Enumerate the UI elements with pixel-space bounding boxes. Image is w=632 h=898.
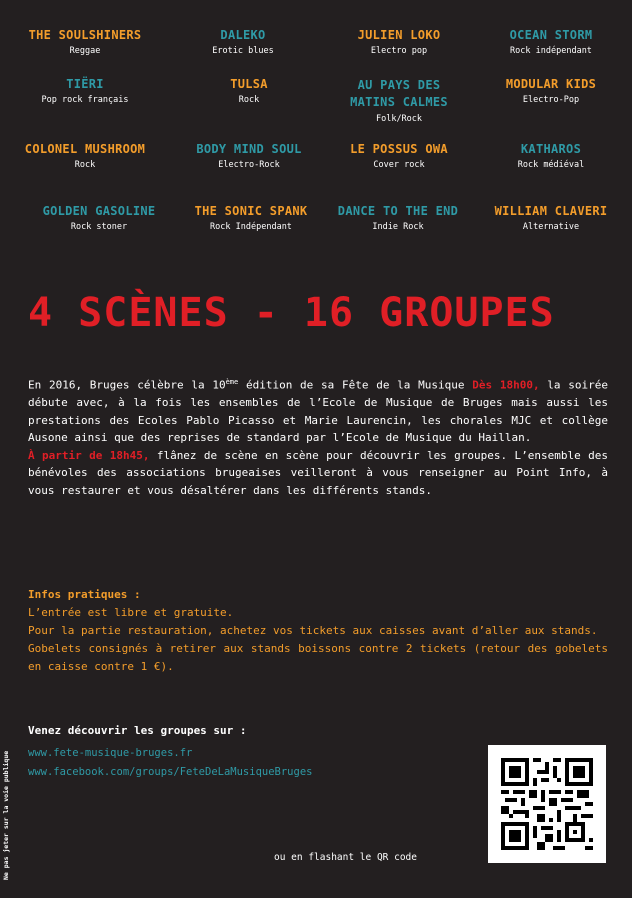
band-genre: Electro-Rock xyxy=(218,160,280,170)
band-name: GOLDEN GASOLINE xyxy=(42,204,156,218)
band-item xyxy=(472,204,630,233)
band-genre: Rock xyxy=(74,160,96,170)
qr-code-icon xyxy=(501,758,593,850)
band-item xyxy=(320,77,478,125)
band-genre: Rock stoner xyxy=(70,222,128,232)
band-item xyxy=(472,142,630,171)
band-item xyxy=(6,142,164,171)
intro-text: flânez de scène en scène pour découvrir les groupes. L’ensemble des bénévoles des associations brugeaises veilleront à vous renseigner au Point Info, à vous restaurer et vous désaltérer dans les différents stands. xyxy=(28,448,608,497)
infos-title: Infos pratiques : xyxy=(28,588,141,601)
band-genre: Folk/Rock xyxy=(375,114,423,124)
band-item xyxy=(170,142,328,171)
band-name: KATHAROS xyxy=(520,142,582,156)
links xyxy=(28,744,312,782)
qr-caption: ou en flashant le QR code xyxy=(274,852,417,863)
band-name: BODY MIND SOUL xyxy=(196,142,302,156)
intro-text: En 2016, Bruges célèbre la 10 xyxy=(28,378,226,392)
band-genre: Electro-Pop xyxy=(522,95,580,105)
band-item xyxy=(6,28,164,57)
band-item xyxy=(164,28,322,57)
qr-code[interactable] xyxy=(488,745,606,863)
band-item xyxy=(170,77,328,106)
band-genre: Pop rock français xyxy=(41,95,129,105)
band-item xyxy=(320,28,478,57)
band-name: LE POSSUS OWA xyxy=(350,142,448,156)
website-link[interactable]: www.fete-musique-bruges.fr xyxy=(28,747,193,759)
band-name: THE SOULSHINERS xyxy=(28,28,142,42)
band-item xyxy=(6,77,164,106)
band-item xyxy=(320,142,478,171)
band-name: THE SONIC SPANK xyxy=(194,204,308,218)
band-genre: Cover rock xyxy=(373,160,425,170)
discover-heading: Venez découvrir les groupes sur : xyxy=(28,724,247,737)
band-item xyxy=(472,77,630,106)
band-genre: Erotic blues xyxy=(212,46,274,56)
practical-info xyxy=(28,586,608,676)
band-genre: Rock indépendant xyxy=(510,46,592,56)
intro-text: édition de sa Fête de la Musique xyxy=(238,378,465,392)
band-name: DANCE TO THE END xyxy=(337,204,459,218)
time-highlight: À partir de 18h45, xyxy=(28,448,150,462)
band-genre: Indie Rock xyxy=(372,222,424,232)
facebook-link[interactable]: www.facebook.com/groups/FeteDeLaMusiqueBruges xyxy=(28,766,313,778)
headline: 4 SCÈNES - 16 GROUPES xyxy=(28,290,555,336)
band-genre: Rock Indépendant xyxy=(210,222,292,232)
info-line: L’entrée est libre et gratuite. xyxy=(28,606,234,619)
band-item xyxy=(20,204,178,233)
band-name: AU PAYS DES MATINS CALMES xyxy=(350,78,448,109)
vertical-note: Ne pas jeter sur la voie publique xyxy=(2,750,10,880)
band-name: MODULAR KIDS xyxy=(505,77,597,91)
band-item xyxy=(172,204,330,233)
band-item xyxy=(319,204,477,233)
band-genre: Rock xyxy=(238,95,260,105)
band-name: DALEKO xyxy=(220,28,266,42)
band-genre: Rock médiéval xyxy=(517,160,585,170)
band-name: TULSA xyxy=(230,77,268,91)
band-name: WILLIAM CLAVERI xyxy=(494,204,608,218)
band-item xyxy=(472,28,630,57)
time-highlight: Dès 18h00, xyxy=(472,378,540,392)
intro-paragraph xyxy=(28,374,608,499)
band-name: OCEAN STORM xyxy=(509,28,593,42)
intro-text: la soirée débute avec, à la fois les ensembles de l’Ecole de Musique de Bruges mais aussi les prestations des Ecoles Pablo Picasso et Marie Laurencin, les chorales MJC et collège Ausone ainsi que des reprises de standard par l’Ecole de Musique du Haillan. xyxy=(28,378,608,445)
band-genre: Reggae xyxy=(69,46,101,56)
band-name: JULIEN LOKO xyxy=(357,28,441,42)
info-line: Pour la partie restauration, achetez vos tickets aux caisses avant d’aller aux stands. xyxy=(28,624,598,637)
superscript: ème xyxy=(225,378,239,386)
info-line: Gobelets consignés à retirer aux stands boissons contre 2 tickets (retour des gobelets en caisse contre 1 €). xyxy=(28,642,608,673)
band-genre: Alternative xyxy=(522,222,580,232)
band-name: TIËRI xyxy=(66,77,104,91)
band-genre: Electro pop xyxy=(370,46,428,56)
band-name: COLONEL MUSHROOM xyxy=(24,142,146,156)
